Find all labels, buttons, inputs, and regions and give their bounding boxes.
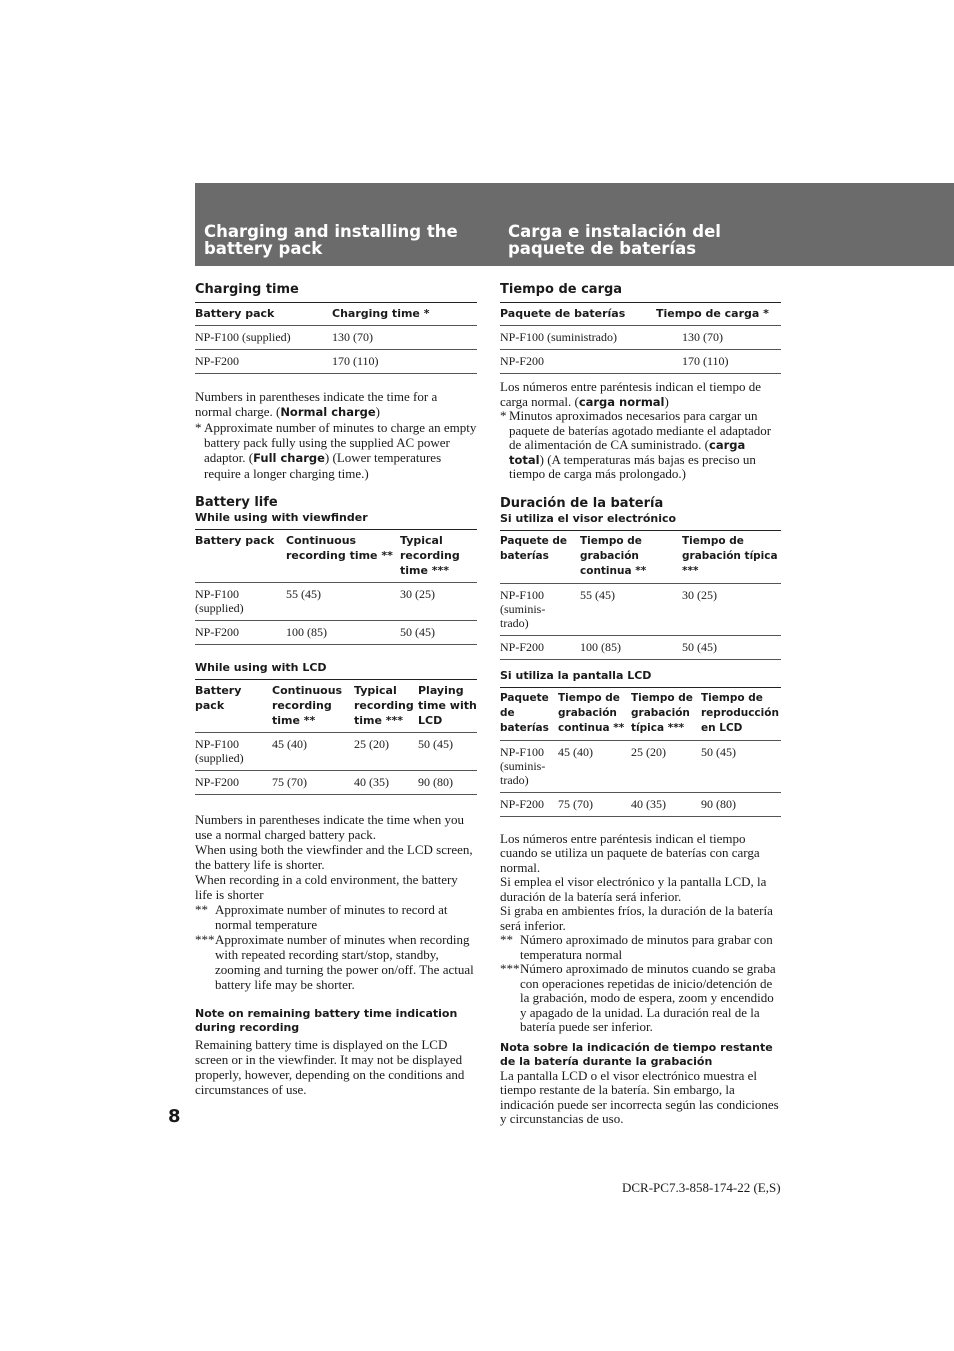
table-cell: 100 (85) — [580, 639, 621, 654]
table-row — [500, 326, 781, 350]
viewfinder-table — [195, 529, 477, 645]
table-header: Paquete de baterías — [500, 307, 626, 320]
table-cell: 25 (20) — [354, 737, 389, 751]
table-header: Tiempo de reproducción en LCD — [701, 691, 779, 734]
life-paragraph: Si graba en ambientes fríos, la duración de la batería será inferior. — [500, 903, 773, 933]
table-row — [500, 792, 781, 816]
table-cell: 55 (45) — [286, 587, 321, 601]
table-cell: 130 (70) — [682, 330, 723, 344]
table-header: Typical recording time *** — [354, 684, 414, 727]
english-column — [195, 282, 477, 1097]
table-header: Paquete de baterías — [500, 691, 549, 734]
table-cell: NP-F200 — [500, 639, 545, 654]
table-row — [195, 733, 477, 771]
footnote-triple-star: *** Número aproximado de minutos cuando se graba con operaciones repetidas de inicio/detención de la grabación, modo de espera, zoom y encendido y apagado de la unidad. La duración real de la batería puede ser inferior. — [500, 961, 776, 1034]
table-header: Charging time * — [332, 307, 430, 320]
table-cell: 75 (70) — [558, 796, 593, 811]
table-cell: NP-F200 — [500, 354, 545, 368]
table-cell: NP-F100 (supplied) — [195, 737, 244, 765]
table-cell: 90 (80) — [418, 775, 453, 789]
table-row — [195, 350, 477, 374]
footnote-double-star: ** Approximate number of minutes to record at normal temperature — [195, 902, 448, 932]
table-cell: 45 (40) — [272, 737, 307, 751]
section-header-bar — [195, 183, 954, 266]
life-paragraph: Si emplea el visor electrónico y la pantalla LCD, la duración de la batería será inferior. — [500, 874, 767, 904]
table-cell: NP-F100 (suminis-trado) — [500, 587, 546, 630]
table-header: Tiempo de carga * — [656, 307, 769, 320]
table-row — [195, 326, 477, 350]
table-cell: 170 (110) — [332, 354, 379, 368]
table-cell: 90 (80) — [701, 796, 736, 811]
table-cell: NP-F200 — [195, 354, 240, 368]
table-cell: 25 (20) — [631, 744, 666, 759]
table-header: Battery pack — [195, 684, 242, 712]
table-cell: NP-F200 — [195, 775, 240, 789]
table-cell: NP-F100 (supplied) — [195, 330, 291, 344]
table-row — [195, 771, 477, 795]
life-paragraph: Numbers in parentheses indicate the time when you use a normal charged battery pack. — [195, 812, 464, 842]
table-header: Tiempo de grabación continua ** — [558, 691, 625, 734]
table-header: Tiempo de grabación continua ** — [580, 534, 647, 577]
page-number: 8 — [168, 1106, 181, 1127]
table-row — [195, 583, 477, 621]
battery-life-heading: Duración de la batería — [500, 495, 664, 511]
table-header: Tiempo de grabación típica *** — [682, 534, 778, 577]
footer-model-code: DCR-PC7.3-858-174-22 (E,S) — [622, 1180, 781, 1195]
table-header: Typical recording time *** — [400, 534, 460, 577]
charge-paragraph: Los números entre paréntesis indican el tiempo de carga normal. (carga normal) — [500, 379, 762, 409]
charging-time-heading: Charging time — [195, 282, 299, 297]
spanish-column — [500, 282, 781, 1127]
lcd-subheading: While using with LCD — [195, 661, 327, 674]
lcd-table — [195, 679, 477, 795]
remaining-time-paragraph: La pantalla LCD o el visor electrónico muestra el tiempo restante de la batería. Sin embargo, la indicación puede ser incorrecta según las condiciones y circunstancias de uso. — [500, 1067, 779, 1126]
lcd-table — [500, 687, 781, 817]
table-cell: 100 (85) — [286, 625, 327, 639]
table-cell: NP-F200 — [195, 625, 240, 639]
charging-time-heading: Tiempo de carga — [500, 282, 623, 297]
table-cell: 130 (70) — [332, 330, 373, 344]
footnote-triple-star: *** Approximate number of minutes when recording with repeated recording start/stop, standby, zooming and turning the power on/off. The actual battery life may be shorter. — [195, 932, 474, 992]
section-title-english: Charging and installing the battery pack — [204, 222, 458, 258]
remaining-time-heading: Note on remaining battery time indication during recording — [195, 1007, 458, 1034]
charging-time-table — [500, 302, 781, 374]
section-title-spanish: Carga e instalación del paquete de baterías — [508, 222, 721, 258]
viewfinder-subheading: While using with viewfinder — [195, 511, 368, 524]
table-header: Paquete de baterías — [500, 534, 568, 562]
table-cell: 40 (35) — [354, 775, 389, 789]
viewfinder-table — [500, 530, 781, 660]
viewfinder-subheading: Si utiliza el visor electrónico — [500, 511, 677, 525]
table-row — [500, 740, 781, 792]
lcd-subheading: Si utiliza la pantalla LCD — [500, 668, 652, 682]
table-cell: 30 (25) — [682, 587, 717, 602]
table-cell: 30 (25) — [400, 587, 435, 601]
table-header: Tiempo de grabación típica *** — [631, 691, 693, 734]
table-row — [500, 583, 781, 635]
table-cell: 50 (45) — [701, 744, 736, 759]
table-header: Playing time with LCD — [418, 684, 477, 727]
table-cell: 55 (45) — [580, 587, 615, 602]
life-paragraph: When recording in a cold environment, the battery life is shorter — [195, 872, 458, 902]
table-cell: 45 (40) — [558, 744, 593, 759]
table-cell: NP-F200 — [500, 796, 545, 811]
table-header: Battery pack — [195, 307, 275, 320]
table-cell: NP-F100 (suminis-trado) — [500, 744, 546, 787]
charge-footnote: * Approximate number of minutes to charge an empty battery pack fully using the supplied AC power adaptor. (Full charge) (Lower temperatures require a longer charging time.) — [195, 420, 477, 481]
table-row — [500, 635, 781, 659]
charge-paragraph: Numbers in parentheses indicate the time for a normal charge. (Normal charge) — [195, 389, 438, 419]
table-cell: 75 (70) — [272, 775, 307, 789]
table-cell: 40 (35) — [631, 796, 666, 811]
life-paragraph: Los números entre paréntesis indican el tiempo cuando se utiliza un paquete de baterías con carga normal. — [500, 830, 760, 875]
table-cell: 50 (45) — [682, 639, 717, 654]
table-cell: 50 (45) — [418, 737, 453, 751]
life-paragraph: When using both the viewfinder and the LCD screen, the battery life is shorter. — [195, 842, 473, 872]
table-row — [195, 621, 477, 645]
table-header: Battery pack — [195, 534, 275, 547]
table-header: Continuous recording time ** — [272, 684, 343, 727]
remaining-time-paragraph: Remaining battery time is displayed on the LCD screen or in the viewfinder. It may not be displayed properly, however, depending on the conditions and circumstances of use. — [195, 1037, 465, 1097]
charging-time-table — [195, 302, 477, 374]
table-cell: NP-F100 (suministrado) — [500, 330, 617, 344]
table-cell: NP-F100 (supplied) — [195, 587, 244, 615]
table-header: Continuous recording time ** — [286, 534, 393, 562]
footnote-double-star: ** Número aproximado de minutos para grabar con temperatura normal — [500, 932, 773, 962]
battery-life-heading: Battery life — [195, 495, 278, 510]
table-cell: 50 (45) — [400, 625, 435, 639]
remaining-time-heading: Nota sobre la indicación de tiempo restante de la batería durante la grabación — [500, 1040, 773, 1068]
charge-footnote: * Minutos aproximados necesarios para cargar un paquete de baterías agotado mediante el adaptador de alimentación de CA suministrado. (carga total) (A temperaturas más bajas es preciso un tiempo de carga más prolongado.) — [500, 408, 772, 481]
table-row — [500, 350, 781, 374]
table-cell: 170 (110) — [682, 354, 729, 368]
